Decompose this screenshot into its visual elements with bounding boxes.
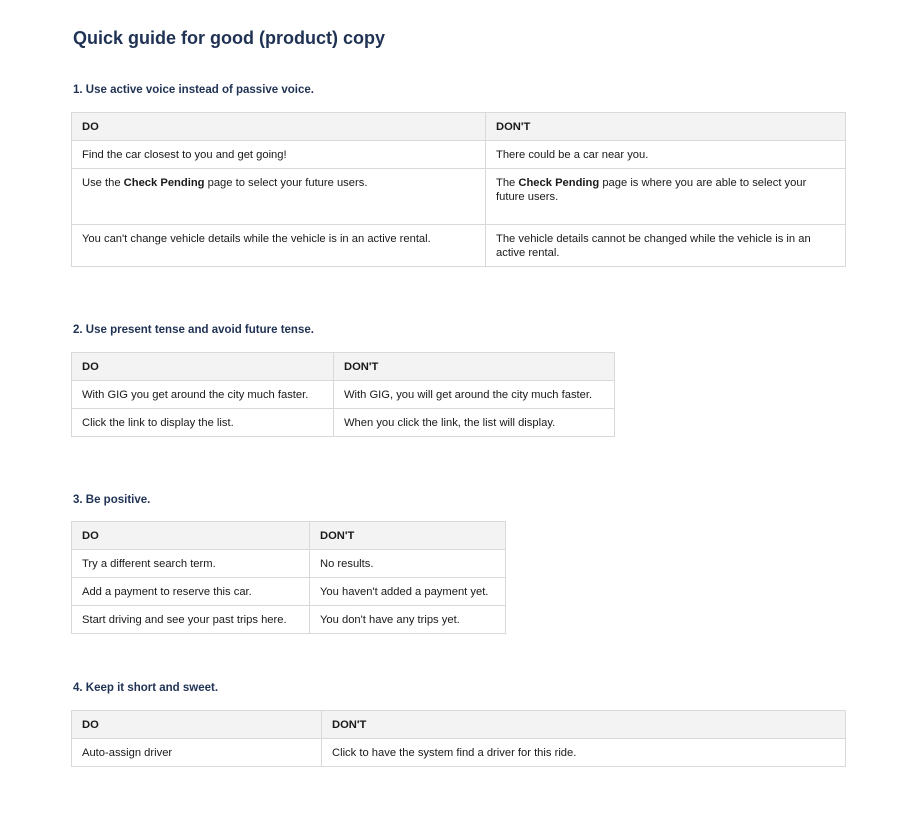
do-text: Click the link to display the list. xyxy=(82,417,234,429)
table-row xyxy=(72,739,846,767)
dont-example xyxy=(334,409,615,437)
do-example xyxy=(72,409,334,437)
do-text: page to select your future users. xyxy=(204,177,368,189)
do-example xyxy=(72,169,486,225)
table-header-row xyxy=(72,113,846,141)
do-column-header: DO xyxy=(72,113,486,141)
table-header-row xyxy=(72,522,506,550)
dont-column-header: DON'T xyxy=(310,522,506,550)
do-text: Auto-assign driver xyxy=(82,747,173,759)
do-text-emphasis: Check Pending xyxy=(123,177,205,189)
table-row xyxy=(72,409,615,437)
dont-column-header: DON'T xyxy=(334,353,615,381)
guide-table-active-voice xyxy=(71,112,846,267)
do-text: Start driving and see your past trips here. xyxy=(82,614,287,626)
dont-text: The vehicle details cannot be changed while the vehicle is in an active rental. xyxy=(496,233,811,259)
do-text: Use the xyxy=(82,177,124,189)
table-row xyxy=(72,381,615,409)
dont-text: When you click the link, the list will display. xyxy=(344,417,556,429)
table-row xyxy=(72,225,846,267)
do-text: You can't change vehicle details while the vehicle is in an active rental. xyxy=(82,233,431,245)
guide-table-short-and-sweet xyxy=(71,710,846,767)
do-column-header: DO xyxy=(72,522,310,550)
do-example xyxy=(72,381,334,409)
dont-column-header: DON'T xyxy=(486,113,846,141)
guide-table-be-positive xyxy=(71,521,506,634)
do-example xyxy=(72,141,486,169)
do-text: Find the car closest to you and get going! xyxy=(82,149,287,161)
dont-example xyxy=(310,578,506,606)
dont-example xyxy=(334,381,615,409)
section-heading-be-positive: 3. Be positive. xyxy=(73,494,151,506)
table-row xyxy=(72,141,846,169)
dont-text-emphasis: Check Pending xyxy=(518,177,600,189)
table-row xyxy=(72,169,846,225)
dont-text: page is where you are able to select your future users. xyxy=(496,177,807,203)
do-column-header: DO xyxy=(72,711,322,739)
table-row xyxy=(72,578,506,606)
table-header-row xyxy=(72,353,615,381)
dont-example xyxy=(486,225,846,267)
dont-example xyxy=(322,739,846,767)
do-example xyxy=(72,578,310,606)
dont-text: You haven't added a payment yet. xyxy=(320,586,489,598)
document-title: Quick guide for good (product) copy xyxy=(73,28,385,48)
dont-example xyxy=(486,169,846,225)
dont-example xyxy=(310,606,506,634)
do-example xyxy=(72,550,310,578)
do-example xyxy=(72,225,486,267)
dont-column-header: DON'T xyxy=(322,711,846,739)
dont-text: No results. xyxy=(320,558,374,570)
section-heading-short-and-sweet: 4. Keep it short and sweet. xyxy=(73,682,219,694)
dont-text: With GIG, you will get around the city much faster. xyxy=(344,389,593,401)
section-heading-present-tense: 2. Use present tense and avoid future tense. xyxy=(73,324,314,336)
do-text: Add a payment to reserve this car. xyxy=(82,586,252,598)
table-row xyxy=(72,606,506,634)
do-column-header: DO xyxy=(72,353,334,381)
dont-text: There could be a car near you. xyxy=(496,149,649,161)
do-text: Try a different search term. xyxy=(82,558,216,570)
do-example xyxy=(72,606,310,634)
guide-table-present-tense xyxy=(71,352,615,437)
dont-example xyxy=(486,141,846,169)
do-text: With GIG you get around the city much faster. xyxy=(82,389,309,401)
table-row xyxy=(72,550,506,578)
do-example xyxy=(72,739,322,767)
table-header-row xyxy=(72,711,846,739)
dont-text: Click to have the system find a driver for this ride. xyxy=(332,747,577,759)
section-heading-active-voice: 1. Use active voice instead of passive voice. xyxy=(73,84,314,96)
dont-text: You don't have any trips yet. xyxy=(320,614,460,626)
dont-example xyxy=(310,550,506,578)
dont-text: The xyxy=(496,177,519,189)
